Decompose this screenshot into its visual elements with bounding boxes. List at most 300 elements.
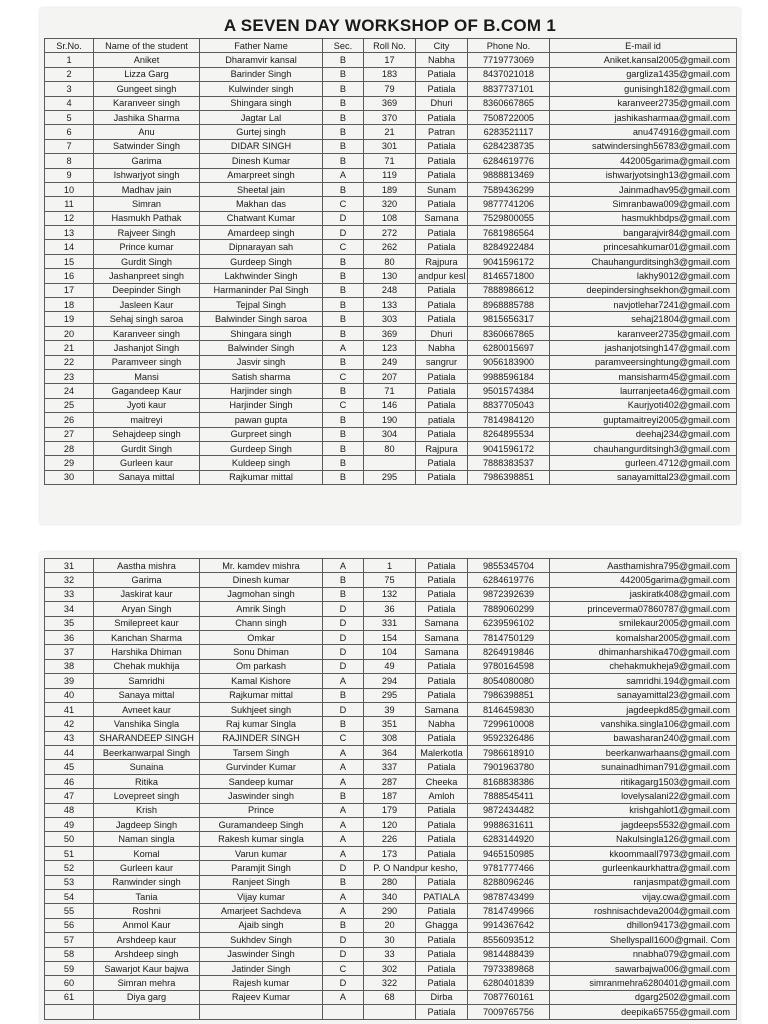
student-table-1 (44, 38, 737, 485)
father-name-cell: Dipnarayan sah (200, 240, 323, 254)
phone-cell: 8146459830 (468, 702, 550, 716)
table-row (45, 674, 737, 688)
student-name-cell: Aastha mishra (94, 559, 200, 573)
table-row (45, 82, 737, 96)
table-row (45, 990, 737, 1004)
table-row (45, 456, 737, 470)
section-cell: A (323, 341, 364, 355)
table-row (45, 326, 737, 340)
phone-cell: 8968885788 (468, 298, 550, 312)
email-cell: sanayamittal23@gmail.com (550, 688, 737, 702)
student-name-cell: Gagandeep Kaur (94, 384, 200, 398)
section-cell: A (323, 990, 364, 1004)
section-cell: A (323, 803, 364, 817)
section-cell: D (323, 659, 364, 673)
roll-no-cell: 120 (364, 818, 416, 832)
sr-no-cell: 20 (45, 326, 94, 340)
father-name-cell: Vijay kumar (200, 889, 323, 903)
sr-no-cell: 25 (45, 398, 94, 412)
section-cell: D (323, 630, 364, 644)
city-cell: Dirba (416, 990, 468, 1004)
section-cell: B (323, 789, 364, 803)
sr-no-cell: 24 (45, 384, 94, 398)
sr-no-cell: 54 (45, 889, 94, 903)
father-name-cell: Paramjit Singh (200, 861, 323, 875)
student-name-cell: Beerkanwarpal Singh (94, 746, 200, 760)
student-name-cell: Simran (94, 197, 200, 211)
sr-no-cell: 13 (45, 226, 94, 240)
table-row (45, 355, 737, 369)
table-row (45, 226, 737, 240)
phone-cell: 8556093512 (468, 933, 550, 947)
sr-no-cell: 9 (45, 168, 94, 182)
table-row (45, 139, 737, 153)
sheet-page-1 (40, 8, 740, 524)
section-cell: B (323, 53, 364, 67)
student-name-cell: Diya garg (94, 990, 200, 1004)
table-row (45, 861, 737, 875)
sr-no-cell: 12 (45, 211, 94, 225)
sr-no-cell: 21 (45, 341, 94, 355)
roll-no-cell: 226 (364, 832, 416, 846)
phone-cell: 8146571800 (468, 269, 550, 283)
section-cell: A (323, 818, 364, 832)
section-cell: B (323, 82, 364, 96)
email-cell: vijay.cwa@gmail.com (550, 889, 737, 903)
city-cell: Samana (416, 702, 468, 716)
city-cell: Patiala (416, 283, 468, 297)
phone-cell: 9814488439 (468, 947, 550, 961)
table-row (45, 630, 737, 644)
sr-no-cell: 29 (45, 456, 94, 470)
sr-no-cell: 46 (45, 774, 94, 788)
section-cell: B (323, 470, 364, 484)
sr-no-cell: 27 (45, 427, 94, 441)
table-row (45, 961, 737, 975)
email-cell: Simranbawa009@gmail.com (550, 197, 737, 211)
table-row (45, 976, 737, 990)
city-cell: Malerkotla (416, 746, 468, 760)
father-name-cell: Mr. kamdev mishra (200, 559, 323, 573)
sr-no-cell: 17 (45, 283, 94, 297)
email-cell: princesahkumar01@gmail.com (550, 240, 737, 254)
father-name-cell: Balwinder Singh (200, 341, 323, 355)
table-row (45, 398, 737, 412)
roll-no-cell: 146 (364, 398, 416, 412)
father-name-cell: Kulwinder singh (200, 82, 323, 96)
table-row (45, 573, 737, 587)
father-name-cell: Jaswinder singh (200, 789, 323, 803)
email-cell: mansisharm45@gmail.com (550, 369, 737, 383)
table-row (45, 341, 737, 355)
phone-cell: 7986618910 (468, 746, 550, 760)
father-name-cell: Tarsem Singh (200, 746, 323, 760)
father-name-cell: Om parkash (200, 659, 323, 673)
father-name-cell: pawan gupta (200, 413, 323, 427)
father-name-cell: Makhan das (200, 197, 323, 211)
student-name-cell: Garima (94, 573, 200, 587)
father-name-cell (200, 1005, 323, 1019)
section-cell: B (323, 139, 364, 153)
section-cell: B (323, 182, 364, 196)
father-name-cell: Rajeev Kumar (200, 990, 323, 1004)
table-row (45, 125, 737, 139)
student-name-cell: Jaskirat kaur (94, 587, 200, 601)
city-cell: Patiala (416, 384, 468, 398)
roll-no-cell: 17 (364, 53, 416, 67)
student-name-cell: Gurleen kaur (94, 456, 200, 470)
father-name-cell: Rajkumar mittal (200, 470, 323, 484)
table-row (45, 154, 737, 168)
section-cell: B (323, 875, 364, 889)
phone-cell: 9988631611 (468, 818, 550, 832)
student-name-cell: Satwinder Singh (94, 139, 200, 153)
roll-no-cell: 104 (364, 645, 416, 659)
phone-cell: 7986398851 (468, 688, 550, 702)
city-cell: Samana (416, 211, 468, 225)
sr-no-cell: 6 (45, 125, 94, 139)
section-cell: B (323, 312, 364, 326)
student-name-cell: Roshni (94, 904, 200, 918)
email-cell: satwindersingh56783@gmail.com (550, 139, 737, 153)
roll-no-cell: 280 (364, 875, 416, 889)
section-cell: D (323, 616, 364, 630)
city-cell: Patiala (416, 587, 468, 601)
city-cell: Patiala (416, 659, 468, 673)
father-name-cell: Rajesh kumar (200, 976, 323, 990)
roll-no-cell: 39 (364, 702, 416, 716)
sr-no-cell: 26 (45, 413, 94, 427)
phone-cell: 8284922484 (468, 240, 550, 254)
city-cell: Patiala (416, 832, 468, 846)
section-cell: C (323, 369, 364, 383)
email-cell: chauhangurditsingh3@gmail.com (550, 441, 737, 455)
father-name-cell: Dinesh kumar (200, 573, 323, 587)
father-name-cell: Sonu Dhiman (200, 645, 323, 659)
city-cell: Patran (416, 125, 468, 139)
sr-no-cell: 49 (45, 818, 94, 832)
section-cell: B (323, 254, 364, 268)
city-cell: Samana (416, 630, 468, 644)
table-row (45, 384, 737, 398)
sr-no-cell: 59 (45, 961, 94, 975)
roll-no-cell: 337 (364, 760, 416, 774)
roll-no-cell: 331 (364, 616, 416, 630)
city-cell: Patiala (416, 602, 468, 616)
student-name-cell (94, 1005, 200, 1019)
section-cell: B (323, 717, 364, 731)
phone-cell: 9780164598 (468, 659, 550, 673)
table-row (45, 53, 737, 67)
email-cell: gurleen.4712@gmail.com (550, 456, 737, 470)
student-name-cell: Karanveer singh (94, 326, 200, 340)
table-row (45, 832, 737, 846)
student-name-cell: Garima (94, 154, 200, 168)
city-cell: sangrur (416, 355, 468, 369)
city-cell: Patiala (416, 67, 468, 81)
email-cell: gurleenkaurkhattra@gmail.com (550, 861, 737, 875)
roll-no-cell: 79 (364, 82, 416, 96)
sr-no-cell: 23 (45, 369, 94, 383)
city-cell: Patiala (416, 688, 468, 702)
table-row (45, 67, 737, 81)
roll-no-cell: 68 (364, 990, 416, 1004)
phone-cell: 7299610008 (468, 717, 550, 731)
phone-cell: 8054080080 (468, 674, 550, 688)
table-row (45, 760, 737, 774)
section-cell: B (323, 110, 364, 124)
header-student-name: Name of the student (94, 39, 200, 53)
roll-no-cell: 80 (364, 441, 416, 455)
phone-cell: 9041596172 (468, 441, 550, 455)
student-name-cell: Komal (94, 846, 200, 860)
phone-cell: 7986398851 (468, 470, 550, 484)
phone-cell: 6284619776 (468, 573, 550, 587)
father-name-cell: Gurdeep Singh (200, 441, 323, 455)
table-row (45, 427, 737, 441)
email-cell: lovelysalani22@gmail.com (550, 789, 737, 803)
table-row (45, 818, 737, 832)
sr-no-cell: 14 (45, 240, 94, 254)
student-name-cell: Harshika Dhiman (94, 645, 200, 659)
sr-no-cell: 34 (45, 602, 94, 616)
section-cell: B (323, 456, 364, 470)
city-cell: Patiala (416, 470, 468, 484)
section-cell: D (323, 702, 364, 716)
sr-no-cell: 55 (45, 904, 94, 918)
sr-no-cell: 8 (45, 154, 94, 168)
phone-cell: 7888545411 (468, 789, 550, 803)
section-cell: D (323, 226, 364, 240)
sr-no-cell: 2 (45, 67, 94, 81)
roll-no-cell: 304 (364, 427, 416, 441)
father-name-cell: Amardeep singh (200, 226, 323, 240)
email-cell: deehaj234@gmail.com (550, 427, 737, 441)
roll-no-cell: 36 (364, 602, 416, 616)
father-name-cell: Prince (200, 803, 323, 817)
city-cell: Patiala (416, 947, 468, 961)
student-name-cell: Jyoti kaur (94, 398, 200, 412)
city-cell: Patiala (416, 1005, 468, 1019)
email-cell: navjotlehar7241@gmail.com (550, 298, 737, 312)
father-name-cell: Kamal Kishore (200, 674, 323, 688)
table-row (45, 688, 737, 702)
roll-no-cell: 351 (364, 717, 416, 731)
sr-no-cell: 37 (45, 645, 94, 659)
phone-cell: 9501574384 (468, 384, 550, 398)
table-row (45, 312, 737, 326)
father-name-cell: Harjinder Singh (200, 398, 323, 412)
roll-no-cell: 1 (364, 559, 416, 573)
student-name-cell: Rajveer Singh (94, 226, 200, 240)
table-body-1 (45, 53, 737, 485)
header-sr-no: Sr.No. (45, 39, 94, 53)
email-cell: 442005garima@gmail.com (550, 154, 737, 168)
table-row (45, 211, 737, 225)
roll-no-cell: 49 (364, 659, 416, 673)
email-cell: dgarg2502@gmail.com (550, 990, 737, 1004)
roll-no-cell: 132 (364, 587, 416, 601)
section-cell: B (323, 269, 364, 283)
phone-cell: 8837705043 (468, 398, 550, 412)
student-name-cell: Arshdeep singh (94, 947, 200, 961)
father-name-cell: Jagtar Lal (200, 110, 323, 124)
email-cell: princeverma07860787@gmail.com (550, 602, 737, 616)
table-row (45, 918, 737, 932)
email-cell: Kaurjyoti402@gmail.com (550, 398, 737, 412)
father-name-cell: Satish sharma (200, 369, 323, 383)
student-name-cell: Smilepreet kaur (94, 616, 200, 630)
table-row (45, 774, 737, 788)
email-cell: gunisingh182@gmail.com (550, 82, 737, 96)
student-name-cell: Prince kumar (94, 240, 200, 254)
roll-no-cell: 364 (364, 746, 416, 760)
city-cell: Patiala (416, 456, 468, 470)
roll-no-cell: 71 (364, 154, 416, 168)
email-cell: dhimanharshika470@gmail.com (550, 645, 737, 659)
section-cell: B (323, 96, 364, 110)
roll-no-cell: 173 (364, 846, 416, 860)
table-row (45, 746, 737, 760)
table-row (45, 369, 737, 383)
roll-no-cell: 290 (364, 904, 416, 918)
student-table-2 (44, 558, 737, 1020)
email-cell: Aasthamishra795@gmail.com (550, 559, 737, 573)
city-cell: Rajpura (416, 441, 468, 455)
section-cell: A (323, 846, 364, 860)
city-cell: Patiala (416, 197, 468, 211)
sr-no-cell: 52 (45, 861, 94, 875)
father-name-cell: Shingara singh (200, 96, 323, 110)
section-cell: D (323, 933, 364, 947)
student-name-cell: Gurdit Singh (94, 254, 200, 268)
father-name-cell: Kuldeep singh (200, 456, 323, 470)
father-name-cell: DIDAR SINGH (200, 139, 323, 153)
table-row (45, 269, 737, 283)
sr-no-cell: 53 (45, 875, 94, 889)
city-cell: Patiala (416, 904, 468, 918)
father-name-cell: Chatwant Kumar (200, 211, 323, 225)
sr-no-cell: 61 (45, 990, 94, 1004)
city-cell: Amloh (416, 789, 468, 803)
father-name-cell: Amarjeet Sachdeva (200, 904, 323, 918)
email-cell: samridhi.194@gmail.com (550, 674, 737, 688)
email-cell: ishwarjyotsingh13@gmail.com (550, 168, 737, 182)
city-cell: Patiala (416, 803, 468, 817)
roll-no-cell: 248 (364, 283, 416, 297)
roll-no-cell: 130 (364, 269, 416, 283)
student-name-cell: Arshdeep kaur (94, 933, 200, 947)
roll-no-cell: 369 (364, 96, 416, 110)
section-cell: B (323, 688, 364, 702)
sr-no-cell: 32 (45, 573, 94, 587)
phone-cell: 8288096246 (468, 875, 550, 889)
student-name-cell: Gurleen kaur (94, 861, 200, 875)
city-cell: Patiala (416, 240, 468, 254)
student-name-cell: SHARANDEEP SINGH (94, 731, 200, 745)
city-cell: Sunam (416, 182, 468, 196)
roll-no-cell: 80 (364, 254, 416, 268)
father-name-cell: Jagmohan singh (200, 587, 323, 601)
sr-no-cell: 18 (45, 298, 94, 312)
city-cell: Patiala (416, 427, 468, 441)
phone-cell: 8264895534 (468, 427, 550, 441)
email-cell: ranjasmpat@gmail.com (550, 875, 737, 889)
father-name-cell: Balwinder Singh saroa (200, 312, 323, 326)
city-cell: Dhuri (416, 96, 468, 110)
father-name-cell: Rakesh kumar singla (200, 832, 323, 846)
father-name-cell: Chann singh (200, 616, 323, 630)
sr-no-cell: 5 (45, 110, 94, 124)
roll-no-cell: 189 (364, 182, 416, 196)
city-cell: Patiala (416, 674, 468, 688)
email-cell: vanshika.singla106@gmail.com (550, 717, 737, 731)
phone-cell: 7814984120 (468, 413, 550, 427)
section-cell: A (323, 904, 364, 918)
phone-cell: 9592326486 (468, 731, 550, 745)
father-name-cell: Sukhjeet singh (200, 702, 323, 716)
city-cell: Patiala (416, 933, 468, 947)
phone-cell: 6239596102 (468, 616, 550, 630)
city-cell: Patiala (416, 559, 468, 573)
phone-cell: 9855345704 (468, 559, 550, 573)
email-cell: jaskiratk408@gmail.com (550, 587, 737, 601)
section-cell: D (323, 976, 364, 990)
table-row (45, 789, 737, 803)
phone-cell: 9872434482 (468, 803, 550, 817)
table-row (45, 298, 737, 312)
father-name-cell: Shingara singh (200, 326, 323, 340)
roll-no-cell: 262 (364, 240, 416, 254)
table-row (45, 933, 737, 947)
city-cell: Patiala (416, 976, 468, 990)
phone-cell: 7814749966 (468, 904, 550, 918)
roll-no-cell: 75 (364, 573, 416, 587)
section-cell: B (323, 298, 364, 312)
city-cell: Patiala (416, 312, 468, 326)
email-cell: sehaj21804@gmail.com (550, 312, 737, 326)
table-header-row (45, 39, 737, 53)
sr-no-cell: 30 (45, 470, 94, 484)
section-cell: C (323, 240, 364, 254)
sr-no-cell: 22 (45, 355, 94, 369)
section-cell: B (323, 441, 364, 455)
sr-no-cell: 47 (45, 789, 94, 803)
email-cell: 442005garima@gmail.com (550, 573, 737, 587)
email-cell: sanayamittal23@gmail.com (550, 470, 737, 484)
roll-no-cell: 308 (364, 731, 416, 745)
roll-no-cell: 207 (364, 369, 416, 383)
phone-cell: 7888383537 (468, 456, 550, 470)
sr-no-cell: 35 (45, 616, 94, 630)
email-cell: deepika65755@gmail.com (550, 1005, 737, 1019)
sr-no-cell: 43 (45, 731, 94, 745)
roll-no-cell: 33 (364, 947, 416, 961)
sr-no-cell: 56 (45, 918, 94, 932)
phone-cell: 7087760161 (468, 990, 550, 1004)
table-row (45, 110, 737, 124)
phone-cell: 6280015697 (468, 341, 550, 355)
table-row (45, 645, 737, 659)
header-father-name: Father Name (200, 39, 323, 53)
table-row (45, 197, 737, 211)
student-name-cell: Anmol Kaur (94, 918, 200, 932)
student-name-cell: maitreyi (94, 413, 200, 427)
table-body-2 (45, 559, 737, 1020)
sr-no-cell: 41 (45, 702, 94, 716)
student-name-cell: Krish (94, 803, 200, 817)
father-name-cell: Tejpal Singh (200, 298, 323, 312)
